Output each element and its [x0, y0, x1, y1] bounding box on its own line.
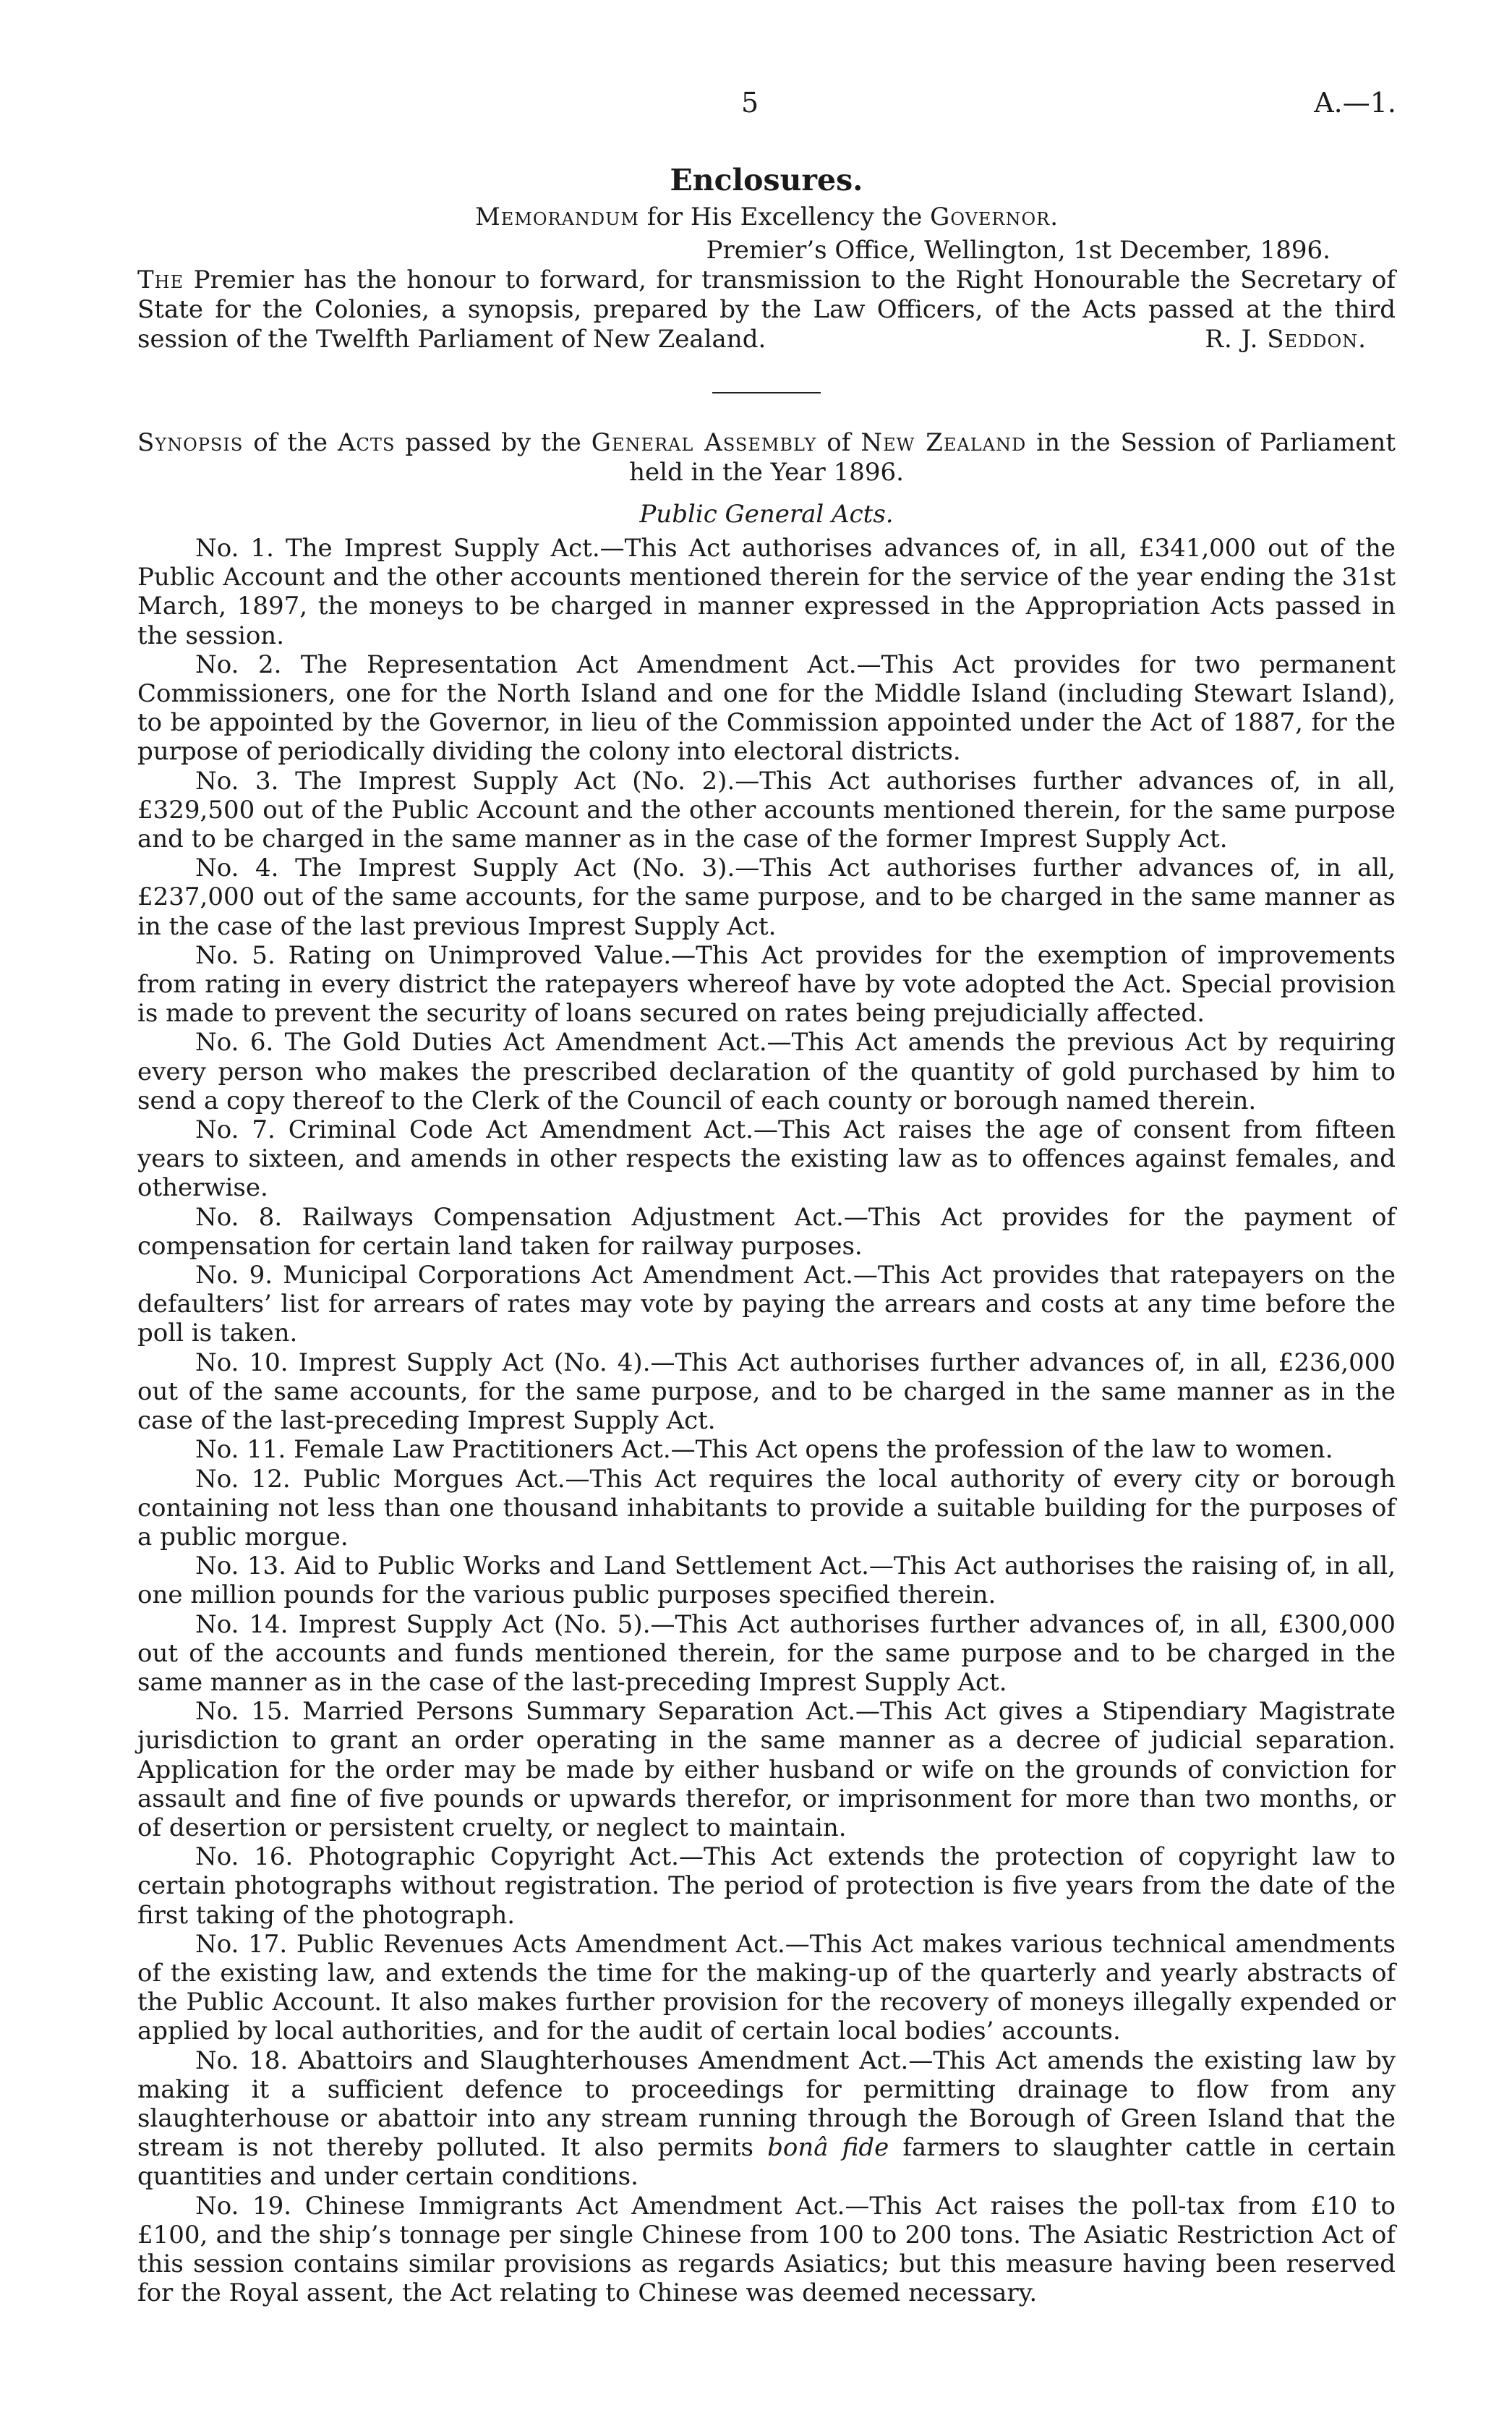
synopsis-rest: in the Session of Parliament held in the Year 1896.: [629, 428, 1396, 487]
act-entry-18-text-b: farmers to slaughter cattle in certain quantities and under certain conditions.: [137, 2133, 1396, 2192]
synopsis-title: [137, 428, 1396, 488]
act-entry-7: No. 7. Criminal Code Act Amendment Act.—This Act raises the age of consent from fifteen years to sixteen, and amends in other respects the existing law as to offences against females, and otherwise.: [137, 1115, 1396, 1203]
act-entry-18-text-a: No. 18. Abattoirs and Slaughterhouses Amendment Act.—This Act amends the existing law by making it a sufficient defence to proceedings for permitting drainage to flow from any slaughterhouse or abattoir into any stream running through the Borough of Green Island that the stream is not thereby polluted. It also permits: [137, 2046, 1396, 2163]
act-entry-15: No. 15. Married Persons Summary Separation Act.—This Act gives a Stipendiary Magistrate jurisdiction to grant an order operating in the same manner as a decree of judicial separation. Application for the order may be made by either husband or wife on the grounds of conviction for assault and fine of five pounds or upwards therefor, or imprisonment for more than two months, or of desertion or persistent cruelty, or neglect to maintain.: [137, 1697, 1396, 1842]
act-entry-17: No. 17. Public Revenues Acts Amendment Act.—This Act makes various technical amendments of the existing law, and extends the time for the making-up of the quarterly and yearly abstracts of the Public Account. It also makes further provision for the recovery of moneys illegally expended or applied by local authorities, and for the audit of certain local bodies’ accounts.: [137, 1929, 1396, 2046]
act-entry-11: No. 11. Female Law Practitioners Act.—This Act opens the profession of the law to women.: [195, 1435, 1333, 1465]
divider-rule: [712, 392, 821, 393]
act-entry-14: No. 14. Imprest Supply Act (No. 5).—This Act authorises further advances of, in all, £300,000 out of the accounts and funds mentioned therein, for the same purpose and to be charged in the same manner as in the case of the last-preceding Imprest Supply Act.: [137, 1609, 1396, 1697]
act-entry-4: No. 4. The Imprest Supply Act (No. 3).—This Act authorises further advances of, in all, £237,000 out of the same accounts, for the same purpose, and to be charged in the same manner as in the case of the last previous Imprest Supply Act.: [137, 854, 1396, 941]
act-entry-1: No. 1. The Imprest Supply Act.—This Act authorises advances of, in all, £341,000 out of the Public Account and the other accounts mentioned therein for the service of the year ending the 31st March, 1897, the moneys to be charged in manner expressed in the Appropriation Acts passed in the session.: [137, 534, 1396, 650]
act-entry-9: No. 9. Municipal Corporations Act Amendment Act.—This Act provides that ratepayers on the defaulters’ list for arrears of rates may vote by paying the arrears and costs at any time before the poll is taken.: [137, 1261, 1396, 1348]
act-entry-5: No. 5. Rating on Unimproved Value.—This Act provides for the exemption of improvements from rating in every district the ratepayers whereof have by vote adopted the Act. Special provision is made to prevent the security of loans secured on rates being prejudicially affected.: [137, 940, 1396, 1029]
the-word: The: [137, 265, 184, 294]
synopsis-of: of: [816, 428, 861, 457]
act-entry-12: No. 12. Public Morgues Act.—This Act requires the local authority of every city or borough containing not less than one thousand inhabitants to provide a suitable building for the purposes of a public morgue.: [137, 1464, 1396, 1552]
act-entry-18: [137, 2046, 1396, 2192]
memorandum-heading: [137, 202, 1396, 232]
act-entry-16: No. 16. Photographic Copyright Act.—This Act extends the protection of copyright law to certain photographs without registration. The period of protection is five years from the date of the first taking of the photograph.: [137, 1842, 1396, 1930]
synopsis-word: Synopsis: [137, 428, 244, 457]
document-reference: A.—1.: [1314, 87, 1396, 119]
enclosures-title: Enclosures.: [670, 163, 863, 197]
synopsis-of-the: of the: [243, 428, 338, 457]
memorandum-mid: for His Excellency the: [638, 203, 931, 231]
page-header: [0, 87, 1512, 130]
bona-fide-phrase: bonâ fide: [767, 2133, 889, 2163]
act-entry-6: No. 6. The Gold Duties Act Amendment Act.—This Act amends the previous Act by requiring every person who makes the prescribed declaration of the quantity of gold purchased by him to send a copy thereof to the Clerk of the Council of each county or borough named therein.: [137, 1028, 1396, 1115]
synopsis-passed: passed by the: [395, 428, 591, 457]
act-entry-19: No. 19. Chinese Immigrants Act Amendment Act.—This Act raises the poll-tax from £10 to £100, and the ship’s tonnage per single Chinese from 100 to 200 tons. The Asiatic Restriction Act of this session contains similar provisions as regards Asiatics; but this measure having been reserved for the Royal assent, the Act relating to Chinese was deemed necessary.: [137, 2191, 1396, 2308]
act-entry-2: No. 2. The Representation Act Amendment Act.—This Act provides for two permanent Commissioners, one for the North Island and one for the Middle Island (including Stewart Island), to be appointed by the Governor, in lieu of the Commission appointed under the Act of 1887, for the purpose of periodically dividing the colony into electoral districts.: [137, 650, 1396, 767]
dateline: Premier’s Office, Wellington, 1st December, 1896.: [706, 236, 1331, 265]
acts-word: Acts: [338, 428, 396, 457]
governor-word: Governor: [930, 203, 1051, 231]
memorandum-body: [137, 265, 1396, 354]
act-entry-3: No. 3. The Imprest Supply Act (No. 2).—This Act authorises further advances of, in all, £329,500 out of the Public Account and the other accounts mentioned therein, for the same purpose and to be charged in the same manner as in the case of the former Imprest Supply Act.: [137, 766, 1396, 854]
memorandum-text: Premier has the honour to forward, for transmission to the Right Honourable the Secretary of State for the Colonies, a synopsis, prepared by the Law Officers, of the Acts passed at the third session of the Twelfth Parliament of New Zealand.: [137, 265, 1396, 354]
acts-list: [137, 534, 1396, 2307]
new-zealand-word: New Zealand: [860, 428, 1027, 457]
act-entry-13: No. 13. Aid to Public Works and Land Settlement Act.—This Act authorises the raising of, in all, one million pounds for the various public purposes specified therein.: [137, 1552, 1396, 1610]
memorandum-word: Memorandum: [474, 203, 639, 231]
section-title: Public General Acts.: [639, 500, 894, 529]
page-number: 5: [741, 87, 759, 119]
act-entry-10: No. 10. Imprest Supply Act (No. 4).—This Act authorises further advances of, in all, £236,000 out of the same accounts, for the same purpose, and to be charged in the same manner as in the case of the last-preceding Imprest Supply Act.: [137, 1348, 1396, 1436]
signature: R. J. Seddon.: [1205, 325, 1367, 354]
act-entry-8: No. 8. Railways Compensation Adjustment Act.—This Act provides for the payment of compensation for certain land taken for railway purposes.: [137, 1202, 1396, 1261]
general-assembly-word: General Assembly: [591, 428, 817, 457]
memorandum-end: .: [1050, 203, 1059, 231]
page-content: [137, 163, 1396, 2307]
